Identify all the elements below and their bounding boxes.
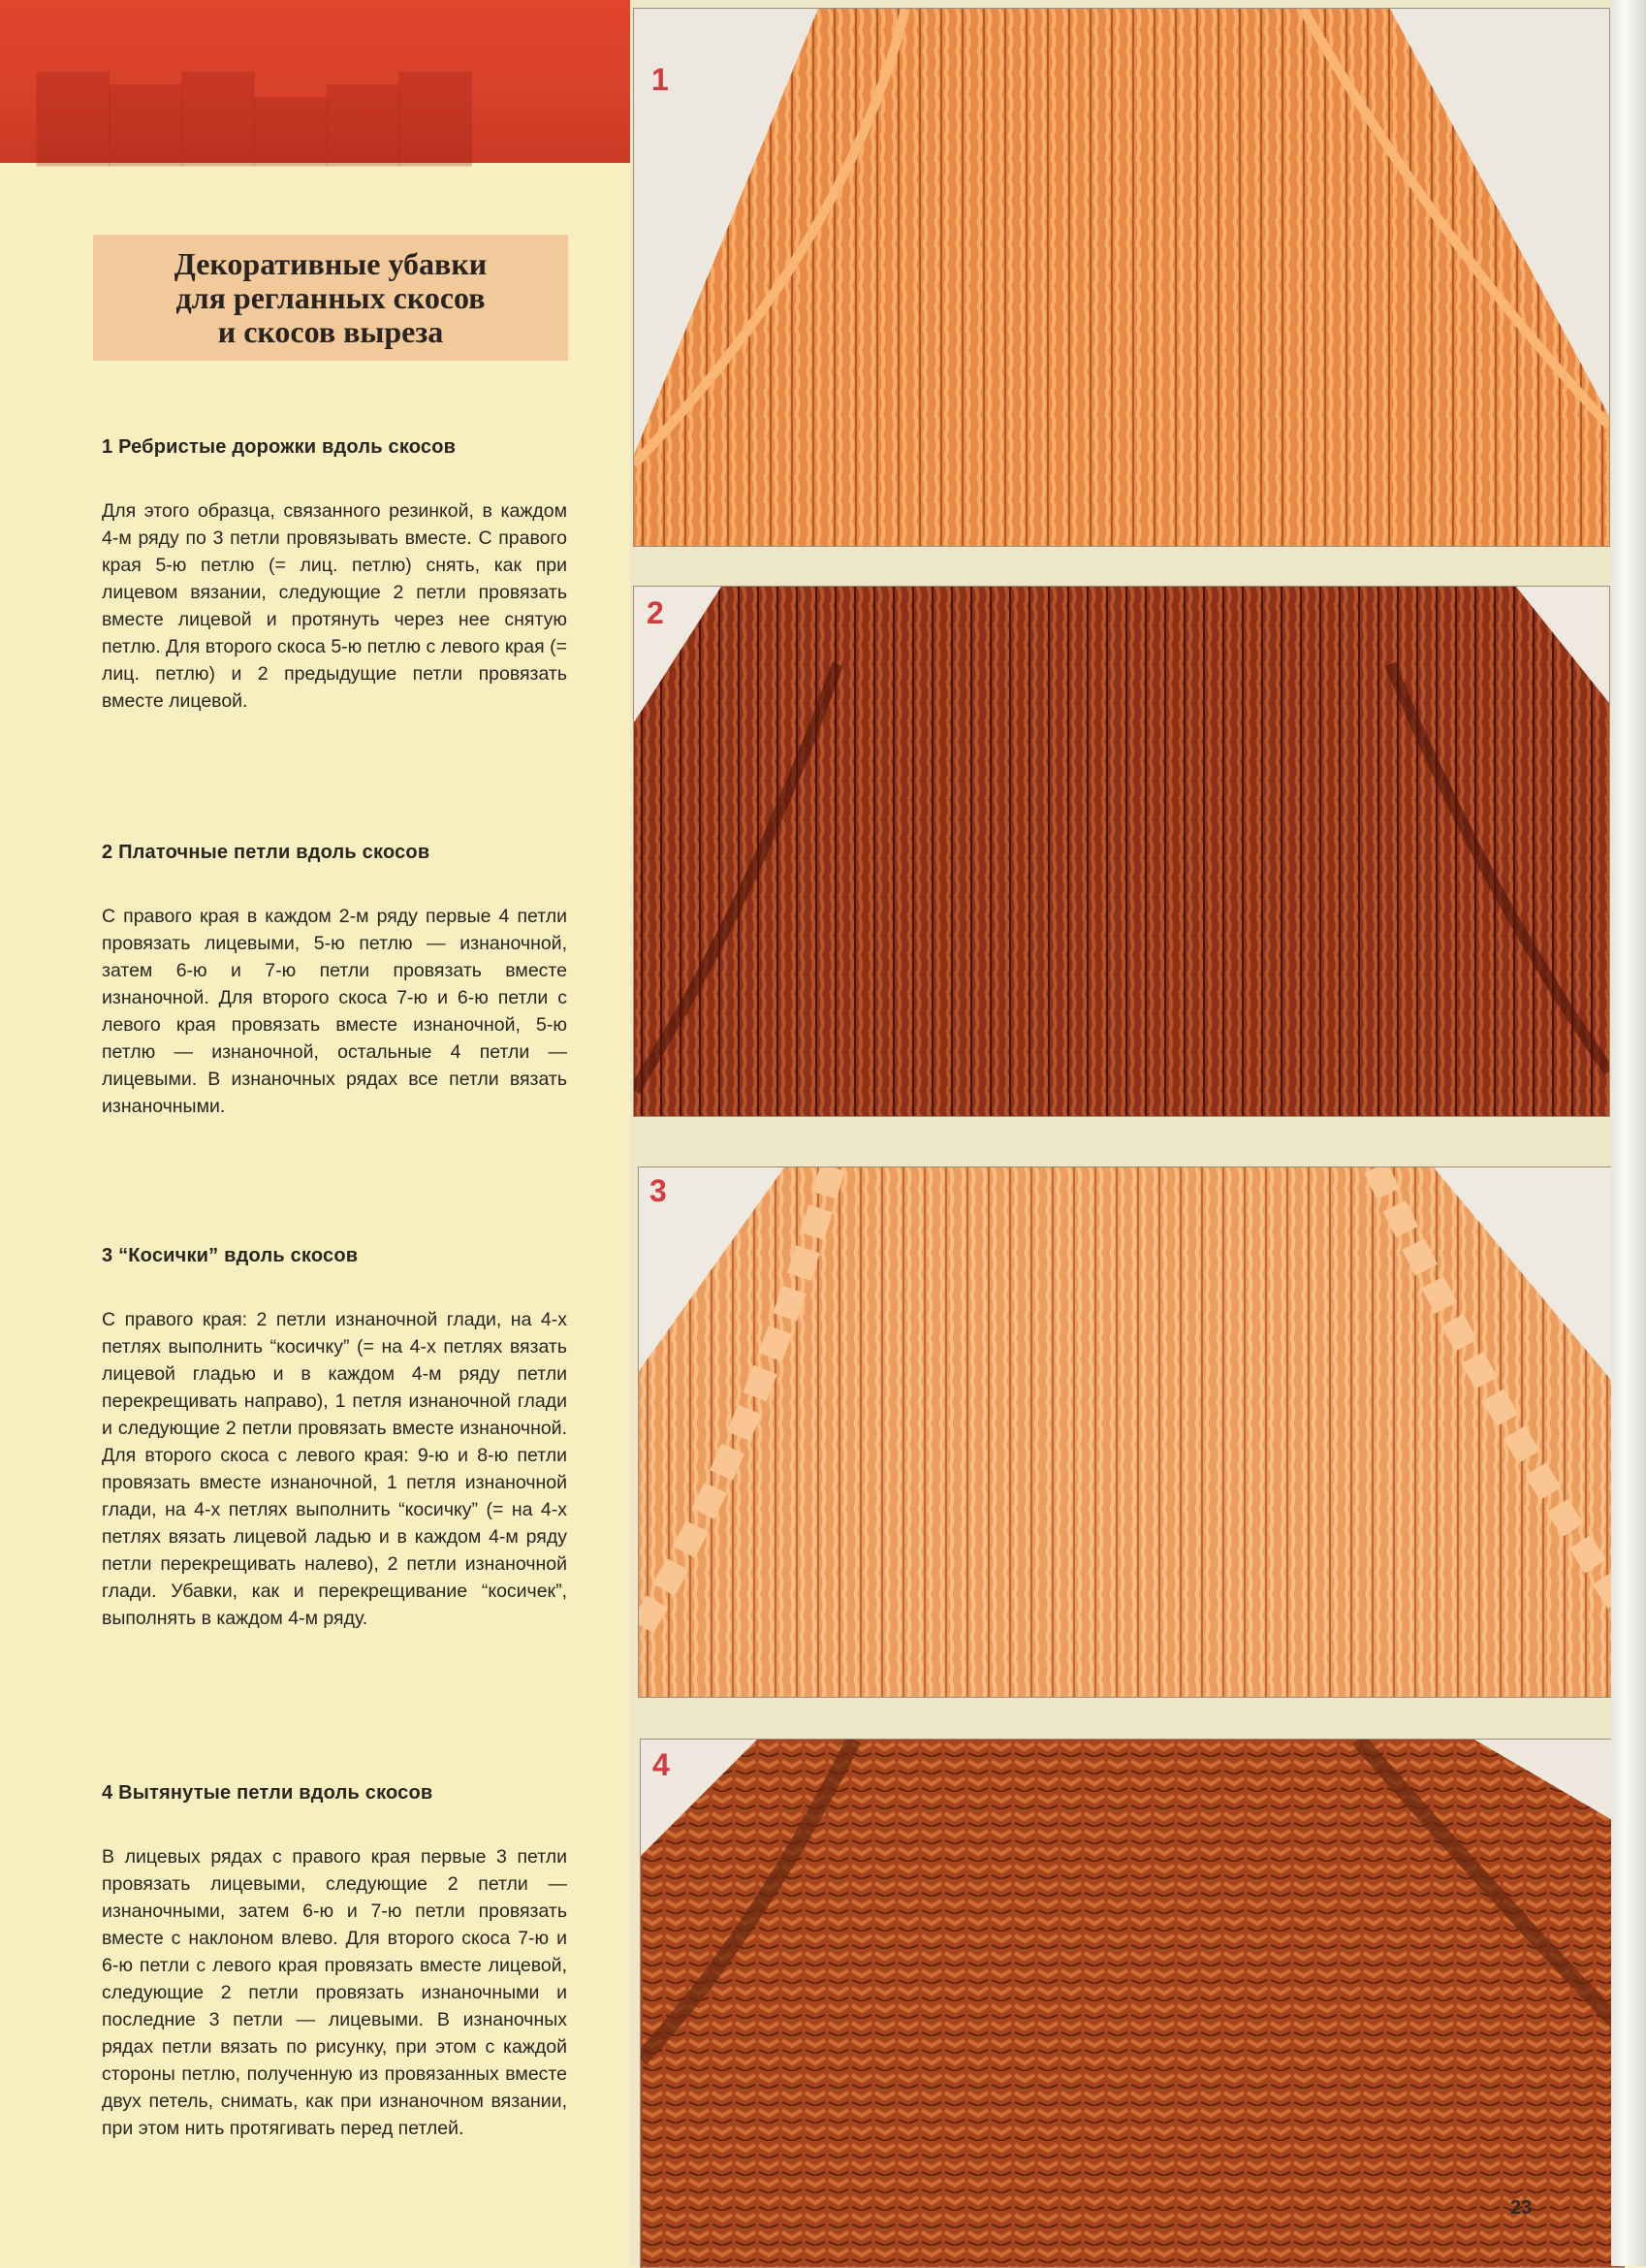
photo-4-label: 4 <box>652 1747 670 1782</box>
section-3-text: С правого края: 2 петли изнаночной глади, на 4-х петлях выполнить “косичку” (= на 4-х петлях вязать лицевой гладью и в каждом 4-м ряду петли перекрещивать направо), 1 петля изнаночной глади и следующие 2 петли провязать вместе изнаночной. Для второго скоса с левого края: 9-ю и 8-ю петли провязать вместе изнаночной, 1 петля изнаночной глади, на 4-х петлях выполнить “косичку” (= на 4-х петлях вязать лицевой ладью и в каждом 4-м ряду петли перекрещивать налево), 2 петли изнаночной глади. Убавки, как и перекрещивание “косичек”, выполнять в каждом 4-м ряду. <box>102 1309 567 1629</box>
knit-sample-3-image <box>639 1167 1620 1697</box>
title-line-2: для регланных скосов <box>175 279 486 315</box>
section-3-heading: 3 “Косички” вдоль скосов <box>102 1245 359 1266</box>
photo-panel-4 <box>640 1739 1625 2268</box>
page-title <box>174 247 487 349</box>
photo-panel-1 <box>633 8 1610 547</box>
photo-1-label: 1 <box>651 62 669 97</box>
header-banner <box>0 0 630 163</box>
title-line-1: Декоративные убавки <box>174 245 488 281</box>
section-4-heading: 4 Вытянутые петли вдоль скосов <box>102 1782 433 1804</box>
section-1-text: Для этого образца, связанного резинкой, в каждом 4-м ряду по 3 петли провязывать вместе. С правого края 5-ю петлю (= лиц. петлю) снять, как при лицевом вязании, следующие 2 петли провязать вместе лицевой и протянуть через нее снятую петлю. Для второго скоса 5-ю петлю с левого края (= лиц. петлю) и 2 предыдущие петли провязать вместе лицевой. <box>102 500 567 712</box>
section-2-text: С правого края в каждом 2-м ряду первые 4 петли провязать лицевыми, 5-ю петлю — изнаночной, затем 6-ю и 7-ю петли провязать вместе изнаночной. Для второго скоса 7-ю и 6-ю петли с левого края провязать вместе изнаночной, 5-ю петлю — изнаночной, остальные 4 петли — лицевыми. В изнаночных рядах все петли вязать изнаночными. <box>102 906 567 1117</box>
section-1-heading: 1 Ребристые дорожки вдоль скосов <box>102 436 457 458</box>
title-line-3: и скосов выреза <box>217 313 444 349</box>
knit-sample-1-image <box>634 9 1609 546</box>
page-spine <box>1611 0 1646 2266</box>
photo-3-label: 3 <box>649 1173 667 1208</box>
section-4-text: В лицевых рядах с правого края первые 3 петли провязать лицевыми, следующие 2 петли — изнаночными, затем 6-ю и 7-ю петли провязать вместе с наклоном влево. Для второго скоса 7-ю и 6-ю петли с левого края провязать вместе лицевой, следующие 2 петли провязать изнаночными и последние 3 петли — лицевыми. В изнаночных рядах петли вязать по рисунку, при этом с каждой стороны петлю, полученную из провязанных вместе двух петель, снимать, как при изнаночном вязании, при этом нить протягивать перед петлей. <box>102 1846 567 2139</box>
section-3 <box>102 1245 567 1632</box>
text-column <box>0 0 630 2266</box>
page-number: 23 <box>1510 2197 1533 2219</box>
photo-panel-2 <box>633 586 1610 1117</box>
knit-sample-4-image <box>641 1740 1624 2267</box>
section-2-heading: 2 Платочные петли вдоль скосов <box>102 842 430 863</box>
banner-ghost-print: ▇▆▇▅▆▇ <box>39 63 474 162</box>
photo-panel-3 <box>638 1166 1621 1698</box>
section-4 <box>102 1782 567 2142</box>
section-2 <box>102 842 567 1120</box>
knit-sample-2-image <box>634 587 1609 1116</box>
section-1 <box>102 436 567 715</box>
title-box <box>93 235 568 361</box>
photo-2-label: 2 <box>647 595 664 630</box>
